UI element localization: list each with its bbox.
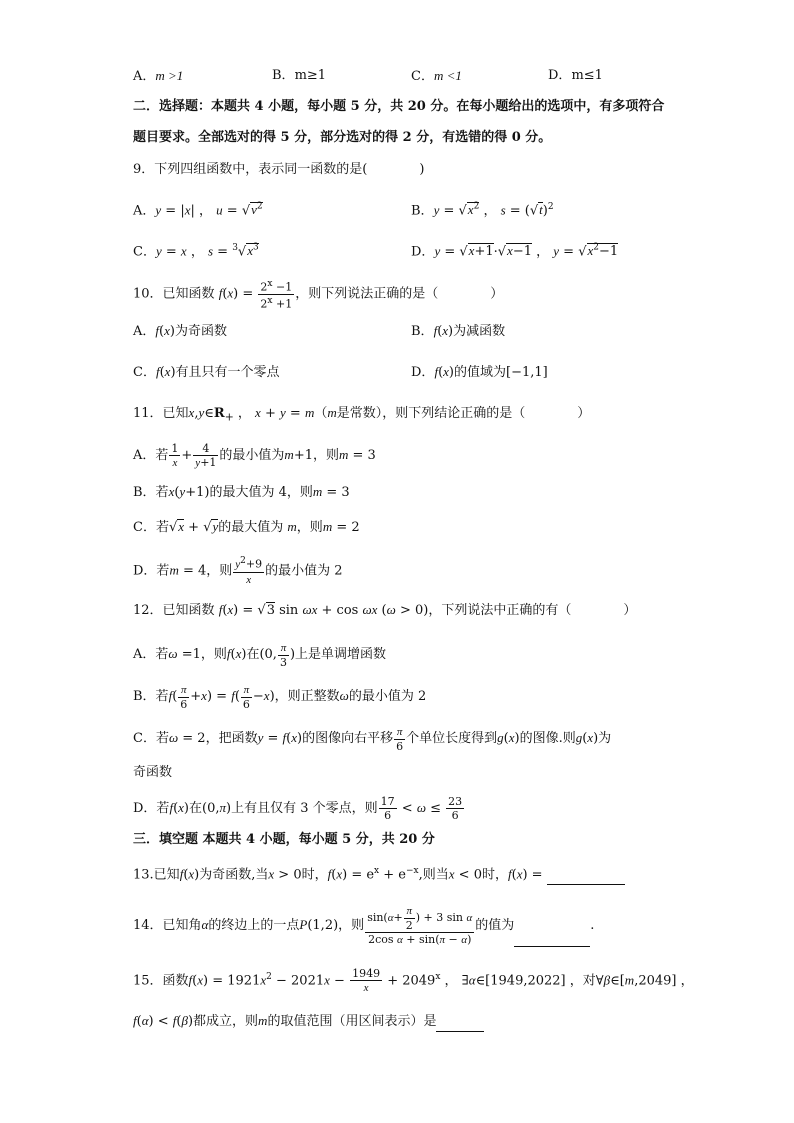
q9-stem: 9．下列四组函数中，表示同一函数的是( ) <box>133 162 425 177</box>
q12-stem: 12．已知函数 f(x) = √3 sin ωx + cos ωx (ω > 0)，下列说法中正确的有（ ） <box>133 602 637 618</box>
q10-option-a: A．f(x)为奇函数 <box>133 323 227 339</box>
q11-option-b: B．若x(y+1)的最大值为 4，则m = 3 <box>133 484 350 500</box>
q11-stem: 11．已知$x,y\in R_+$ ， x + y = m（m是常数），则下列结论正确的是（ ） <box>133 405 591 424</box>
q11-option-a: A．若 $\frac{1}{x}$ + $\frac{4}{y+1}$ 的最小值为m+1，则m = 3 <box>133 441 376 469</box>
q10-option-b: B．f(x)为减函数 <box>411 323 506 339</box>
q9-option-a: A．y = |x| ， $u = √v^2$ <box>133 202 263 219</box>
q8-option-c: C．m <1 <box>411 68 462 84</box>
q10-option-d: D．f(x)的值域为[−1,1] <box>411 364 548 380</box>
section-2-instructions: 题目要求。全部选对的得 5 分，部分选对的得 2 分，有选错的得 0 分。 <box>133 130 552 145</box>
q11-option-c: C．若√x + √y的最大值为 m，则m = 2 <box>133 519 360 535</box>
q11-option-d: D．若m = 4，则 $\frac{y^2+9}{x}$ 的最小值为 2 <box>133 556 343 586</box>
q13-stem: 13.已知f(x)为奇函数,当x > 0时，$f(x) = e^x + e^{-x}$,则当x < 0时，f(x) = <box>133 861 625 885</box>
q15-stem-line1: 15．函数$f(x) = 1921x^2 - 2021x$ − $\frac{1949}{x}$ + $2049^x$ ， ∃α∈[1949,2022] ，对∀β∈[m,2049] ， <box>133 966 694 994</box>
q9-option-c: C．y = x ， $s = ^3√x^3$ <box>133 243 259 260</box>
q10-stem: 10．已知函数 f(x) = $\frac{2^x -1}{2^x +1}$ ，则下列说法正确的是（ ） <box>133 279 504 311</box>
q14-stem: 14．已知角α的终边上的一点P(1,2)，则 sin(α+ $\frac{\pi}{2}$ ) + 3 sin α 2cos α + sin(π − α) 的值为 . <box>133 905 595 946</box>
q10-option-c: C．f(x)有且只有一个零点 <box>133 364 280 380</box>
q8-option-d: D．m≤1 <box>548 68 603 83</box>
q12-option-c: C．若ω = 2，把函数y = f(x)的图像向右平移 $\frac{\pi}{6}$ 个单位长度得到g(x)的图像.则g(x)为 <box>133 725 612 753</box>
q9-option-d: D．y = √x+1·√x−1 ， $y = √x^2-1$ <box>411 243 619 260</box>
q8-option-b: B．m≥1 <box>272 68 327 83</box>
q12-option-d: D．若f(x)在(0,π)上有且仅有 3 个零点，则 $\frac{17}{6}$ < ω ≤ $\frac{23}{6}$ <box>133 795 463 822</box>
q8-option-a: A．m >1 <box>133 68 184 84</box>
section-2-heading: 二．选择题：本题共 4 小题，每小题 5 分，共 20 分。在每小题给出的选项中，有多项符合 <box>133 99 665 114</box>
q9-option-b: B．$y = √x^2$ ， $s = (√t)^2$ <box>411 202 554 219</box>
q15-stem-line2: f(α) < f(β)都成立，则m的取值范围（用区间表示）是 <box>133 1011 484 1032</box>
section-3-heading: 三．填空题 本题共 4 小题，每小题 5 分，共 20 分 <box>133 832 435 847</box>
q12-option-c-cont: 奇函数 <box>133 765 173 780</box>
q12-option-b: B．若f( $\frac{\pi}{6}$ +x) = f( $\frac{\pi}{6}$ −x)，则正整数ω的最小值为 2 <box>133 683 427 711</box>
q12-option-a: A．若ω =1，则f(x)在(0, $\frac{\pi}{3}$ )上是单调增函数 <box>133 641 387 669</box>
